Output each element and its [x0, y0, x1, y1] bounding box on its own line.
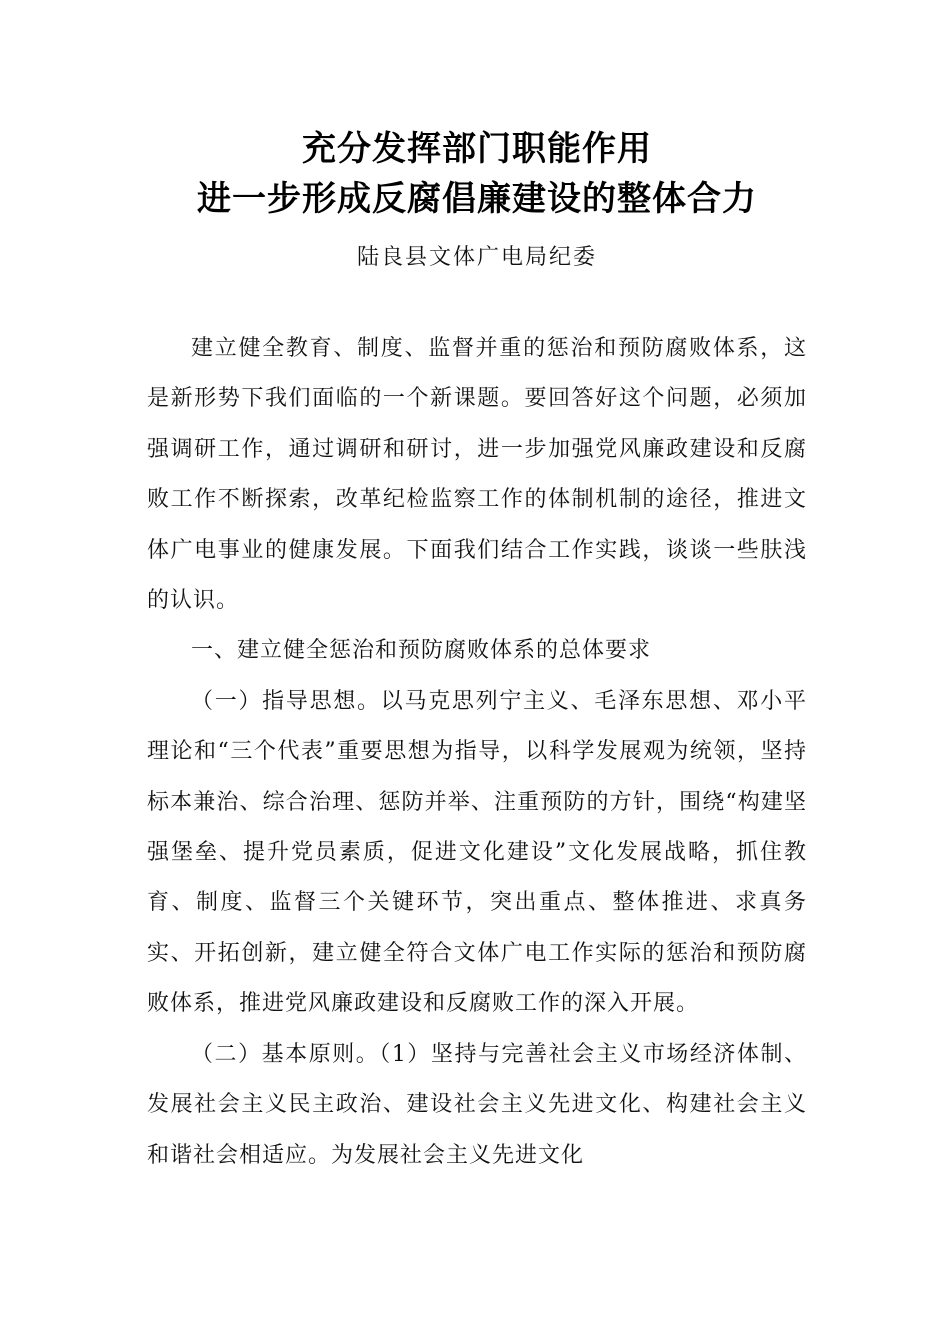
section-heading-1: 一、建立健全惩治和预防腐败体系的总体要求: [191, 638, 652, 664]
paragraph-intro: 建立健全教育、制度、监督并重的惩治和预防腐败体系，这是新形势下我们面临的一个新课题。要回答好这个问题，必须加强调研工作，通过调研和研讨，进一步加强党风廉政建设和反腐败工作不断探索，改革纪检监察工作的体制机制的途径，推进文体广电事业的健康发展。下面我们结合工作实践，谈谈一些肤浅的认识。: [147, 336, 807, 614]
paragraph-guiding-ideology: （一）指导思想。以马克思列宁主义、毛泽东思想、邓小平理论和“三个代表”重要思想为指导，以科学发展观为统领，坚持标本兼治、综合治理、惩防并举、注重预防的方针，围绕“构建坚强堡垒、提升党员素质，促进文化建设”文化发展战略，抓住教育、制度、监督三个关键环节，突出重点、整体推进、求真务实、开拓创新，建立健全符合文体广电工作实际的惩治和预防腐败体系，推进党风廉政建设和反腐败工作的深入开展。: [147, 688, 807, 1017]
title-block: [147, 124, 807, 278]
document-author: 陆良县文体广电局纪委: [356, 245, 597, 270]
document-title-line-2: 进一步形成反腐倡廉建设的整体合力: [197, 179, 757, 219]
document-title-line-1: 充分发挥部门职能作用: [302, 129, 652, 169]
paragraph-basic-principles: （二）基本原则。（1）坚持与完善社会主义市场经济体制、发展社会主义民主政治、建设社会主义先进文化、构建社会主义和谐社会相适应。为发展社会主义先进文化: [147, 1041, 807, 1168]
document-body: [147, 324, 807, 1181]
